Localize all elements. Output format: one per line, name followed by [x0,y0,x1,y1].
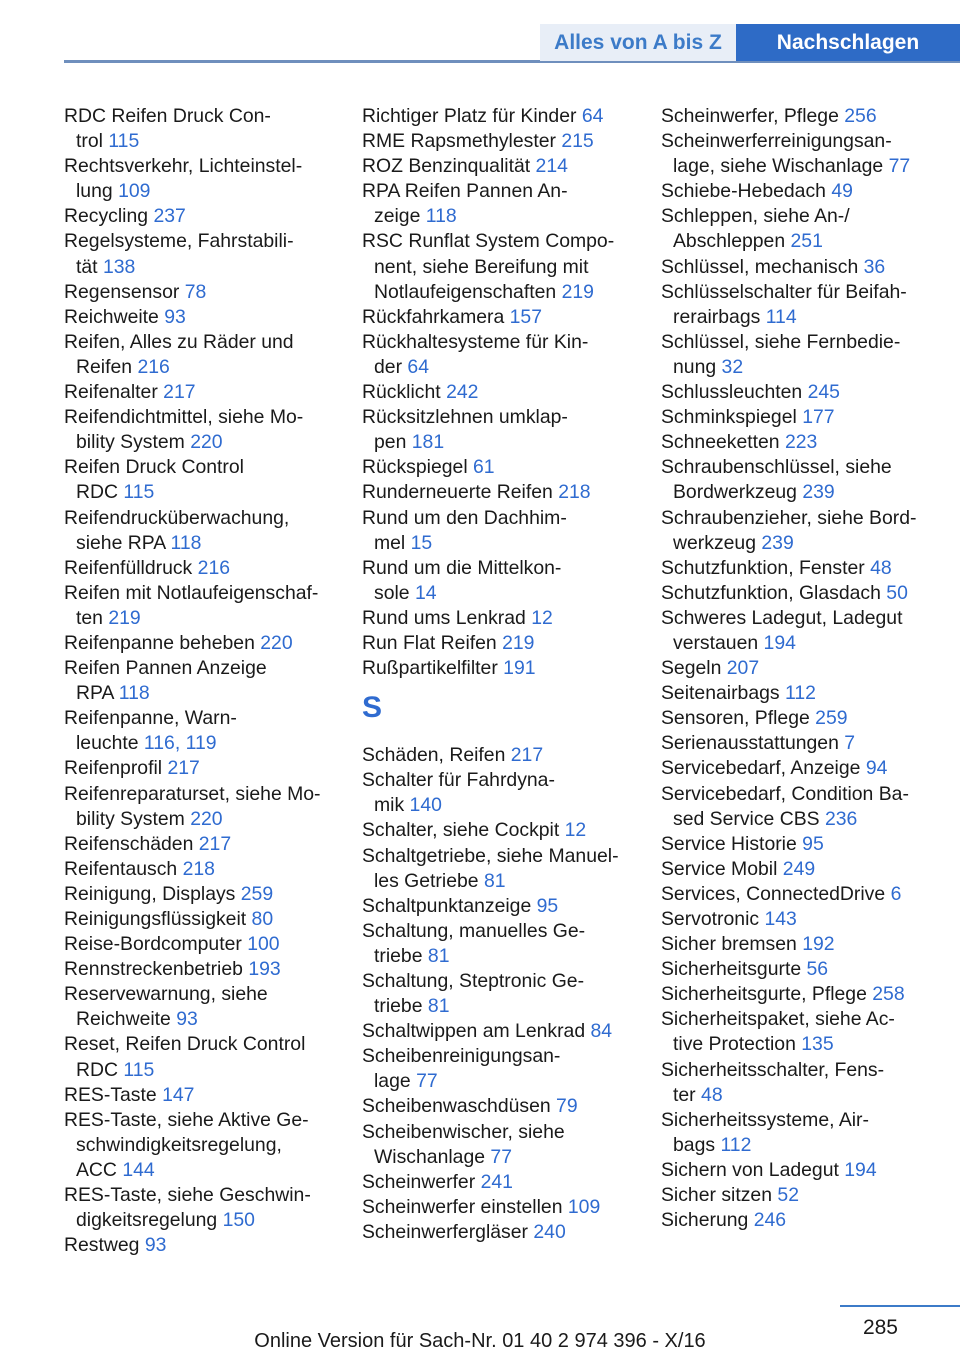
index-entry [661,982,951,1007]
entry-term: Schlüssel, mechanisch [661,255,864,278]
page-link[interactable]: 79 [556,1095,578,1118]
page-link[interactable]: 215 [561,130,594,153]
index-entry [362,631,648,656]
page-link[interactable]: 217 [163,381,196,404]
page-link[interactable]: 220 [260,631,293,654]
entry-term: Scheinwerfer einstellen [362,1195,568,1218]
page-link[interactable]: 216 [137,355,170,378]
page-link[interactable]: 239 [802,481,835,504]
index-entry [64,631,350,656]
index-entry [64,932,350,957]
entry-term: Schleppen, siehe An-/ Abschleppen [661,205,850,253]
entry-term: Schraubenzieher, siehe Bord- werkzeug [661,506,917,554]
index-entry [661,179,951,204]
page-link[interactable]: 219 [502,631,535,654]
page-link[interactable]: 218 [182,857,215,880]
index-entry [64,154,350,204]
page-link[interactable]: 237 [153,205,186,228]
entry-term: Reifen Druck Control RDC [64,456,244,504]
index-column-1 [64,104,350,1258]
entry-term: Richtiger Platz für Kinder [362,105,582,127]
entry-term: Schweres Ladegut, Ladegut verstauen [661,606,903,654]
entry-term: Reifenprofil [64,757,168,780]
index-entry [362,844,648,894]
page-link[interactable]: 36 [863,255,886,278]
index-entry [64,280,350,305]
page-link[interactable]: 32 [721,355,744,378]
index-entry [362,656,648,681]
page-link[interactable]: 115 [108,130,140,153]
page-link[interactable]: 77 [888,155,911,178]
entry-term: Reifenfülldruck [64,556,198,579]
page-link[interactable]: 193 [248,958,281,981]
index-entry [362,405,648,455]
index-entry [64,982,350,1032]
entry-term: Segeln [661,657,727,680]
page-link[interactable]: 218 [558,481,591,504]
index-entry [64,1032,350,1082]
index-entry [661,1007,951,1057]
index-entry [661,932,951,957]
entry-term: Schlüsselschalter für Beifah- rerairbags [661,280,907,328]
entry-term: Scheinwerferreinigungsan- lage, siehe Wischanlage [661,130,892,178]
page-link[interactable]: 77 [416,1070,438,1093]
index-entry [362,919,648,969]
entry-term: Rückhaltesysteme für Kin- der [362,330,589,378]
page-link[interactable]: 220 [190,807,223,830]
entry-term: Sicherheitsschalter, Fens- ter [661,1058,885,1106]
page-link[interactable]: 95 [536,894,559,917]
section-tab[interactable]: Alles von A bis Z [540,24,736,61]
index-entry [362,104,648,129]
page-link[interactable]: 223 [784,431,818,454]
page-link[interactable]: 245 [807,381,840,404]
footer-text: Online Version für Sach-Nr. 01 40 2 974 396 - X/16 [254,1330,706,1352]
index-entry [661,204,951,254]
index-entry [661,731,951,756]
index-entry [362,743,648,768]
page-link[interactable]: 140 [409,794,442,817]
index-entry [661,380,951,405]
entry-term: RES-Taste, siehe Aktive Ge- schwindigkeitsregelung, ACC [64,1108,309,1181]
page-link[interactable]: 112 [784,682,816,705]
entry-term: Schminkspiegel [661,406,803,429]
index-entry [362,969,648,1019]
entry-term: Reifentausch [64,857,183,880]
entry-term: Schutzfunktion, Fenster [661,556,871,579]
page-link[interactable]: 150 [222,1209,255,1232]
page-link[interactable]: 78 [184,280,207,303]
index-entry [64,907,350,932]
entry-term: Schaltung, Steptronic Ge- triebe [362,970,585,1018]
page-link[interactable]: 239 [761,531,794,554]
index-entry [362,455,648,480]
entry-term: Schaltwippen am Lenkrad [362,1020,591,1043]
index-entry [661,455,951,505]
page-link[interactable]: 207 [726,657,760,680]
entry-term: Reservewarnung, siehe Reichweite [64,983,268,1031]
entry-term: Reifendrucküberwachung, siehe RPA [64,506,290,554]
page-link[interactable]: 157 [509,305,542,328]
page-link[interactable]: 116, 119 [143,732,217,755]
index-entry [64,756,350,781]
entry-term: Servicebedarf, Anzeige [661,757,866,780]
entry-term: Sicherheitsgurte, Pflege [661,983,873,1006]
page-link[interactable]: 81 [427,944,450,967]
page-link[interactable]: 138 [102,255,136,278]
entry-term: Service Mobil [661,857,783,880]
page-link[interactable]: 217 [167,757,200,780]
page-link[interactable]: 240 [533,1220,566,1243]
page-link[interactable]: 214 [535,155,568,178]
index-entry [661,756,951,781]
index-entry [64,1083,350,1108]
entry-term: Rechtsverkehr, Lichteinstel- lung [64,155,303,203]
page-link[interactable]: 118 [425,205,457,228]
entry-term: Run Flat Reifen [362,631,503,654]
page-link[interactable]: 144 [122,1158,155,1181]
entry-term: Reinigungsflüssigkeit [64,908,252,930]
page-link[interactable]: 115 [123,1058,155,1081]
index-entry [661,1158,951,1183]
page-link[interactable]: 143 [764,908,797,930]
page-link[interactable]: 48 [870,556,892,579]
letter-heading-s: S [362,691,383,725]
page-link[interactable]: 216 [197,556,231,579]
page-link[interactable]: 80 [251,908,274,930]
entry-term: Schraubenschlüssel, siehe Bordwerkzeug [661,456,892,504]
page-link[interactable]: 220 [190,431,223,454]
page-link[interactable]: 118 [118,682,150,705]
page-link[interactable]: 93 [176,1008,198,1031]
page-link[interactable]: 259 [240,882,274,905]
index-entry [362,606,648,631]
index-entry [362,380,648,405]
page-link[interactable]: 259 [815,707,848,730]
page-link[interactable]: 52 [777,1184,799,1207]
entry-term: Schlussleuchten [661,381,808,404]
page-link[interactable]: 64 [581,105,604,127]
page-link[interactable]: 219 [108,606,141,629]
page-link[interactable]: 93 [164,305,186,328]
index-entry [362,556,648,606]
entry-term: RES-Taste [64,1083,163,1106]
entry-term: Recycling [64,205,154,228]
index-entry [661,556,951,581]
page-link[interactable]: 194 [844,1158,877,1181]
entry-term: Reise-Bordcomputer [64,933,248,956]
entry-term: Scheinwerfer, Pflege [661,105,845,127]
entry-term: Sicherheitsgurte [661,958,807,981]
page-link[interactable]: 14 [414,581,437,604]
entry-term: Reset, Reifen Druck Control RDC [64,1033,306,1081]
entry-term: RPA Reifen Pannen An- zeige [362,180,568,228]
page-link[interactable]: 217 [198,832,232,855]
index-entry [362,1220,648,1245]
page-link[interactable]: 48 [701,1083,723,1106]
entry-term: Servotronic [661,908,765,930]
entry-term: Rennstreckenbetrieb [64,958,249,981]
entry-term: Schalter, siehe Cockpit [362,819,565,842]
index-entry [661,957,951,982]
page-link[interactable]: 256 [844,105,877,127]
index-entry [64,656,350,706]
entry-term: Reifenpanne beheben [64,631,261,654]
entry-term: Rückfahrkamera [362,305,510,328]
index-entry [362,818,648,843]
entry-term: Reifenreparaturset, siehe Mo- bility System [64,782,321,830]
index-column-2 [362,104,648,1245]
index-entry [661,832,951,857]
page-link[interactable]: 135 [801,1033,834,1056]
page-link[interactable]: 251 [790,230,823,253]
index-entry [362,229,648,304]
entry-term: Runderneuerte Reifen [362,481,559,504]
index-entry [661,1208,951,1233]
index-entry [64,380,350,405]
page-link[interactable]: 95 [802,832,824,855]
index-entry [64,305,350,330]
index-entry [661,681,951,706]
page-link[interactable]: 191 [503,657,536,680]
entry-term: Schaltung, manuelles Ge- triebe [362,919,586,967]
page-link[interactable]: 242 [446,381,479,404]
page-link[interactable]: 118 [170,531,202,554]
entry-term: Regelsysteme, Fahrstabili- tät [64,230,294,278]
entry-term: Schlüssel, siehe Fernbedie- nung [661,330,901,378]
page-link[interactable]: 112 [720,1133,752,1156]
index-entry [362,1120,648,1170]
page-link[interactable]: 249 [782,857,816,880]
index-entry [64,1108,350,1183]
index-entry [64,957,350,982]
entry-term: Rückspiegel [362,456,474,479]
page-link[interactable]: 81 [483,869,506,892]
index-entry [64,832,350,857]
page-number-rule [840,1305,960,1307]
entry-term: Reifenpanne, Warn- leuchte [64,707,237,755]
entry-term: Rücksitzlehnen umklap- pen [362,406,568,454]
index-entry [64,104,350,154]
page-link[interactable]: 192 [802,933,835,956]
index-entry [661,907,951,932]
index-entry [64,882,350,907]
index-entry [362,179,648,229]
index-entry [661,430,951,455]
page-link[interactable]: 81 [427,995,450,1018]
page-link[interactable]: 100 [247,933,280,956]
index-entry [362,768,648,818]
entry-term: Restweg [64,1234,145,1257]
index-entry [362,1170,648,1195]
page-link[interactable]: 177 [802,406,835,429]
index-entry [661,129,951,179]
index-entry [661,1183,951,1208]
entry-term: Sicherung [661,1209,754,1232]
index-entry [64,204,350,229]
index-column-3 [661,104,951,1233]
page-link[interactable]: 258 [872,983,905,1006]
index-entry [64,706,350,756]
page-link[interactable]: 49 [831,180,853,203]
entry-term: Schaltgetriebe, siehe Manuel- les Getriebe [362,844,619,892]
entry-term: RDC Reifen Druck Con- trol [64,105,271,153]
entry-term: Schneeketten [661,431,785,454]
index-entry [661,857,951,882]
page-link[interactable]: 217 [510,744,544,767]
entry-term: Reifendichtmittel, siehe Mo- bility System [64,406,304,454]
page-link[interactable]: 7 [844,732,856,755]
index-entry [661,706,951,731]
entry-term: Reifen mit Notlaufeigenschaf- ten [64,581,319,629]
entry-term: Reifen, Alles zu Räder und Reifen [64,330,294,378]
index-entry [661,255,951,280]
index-entry [661,882,951,907]
entry-term: Service Historie [661,832,803,855]
page-link[interactable]: 115 [123,481,155,504]
page-number: 285 [862,1316,898,1339]
page-link[interactable]: 77 [490,1145,512,1168]
index-entry [661,581,951,606]
index-entry [362,1094,648,1119]
index-entry [64,581,350,631]
entry-term: Reichweite [64,305,165,328]
entry-term: Rund um den Dachhim- mel [362,506,567,554]
index-entry [661,280,951,330]
index-entry [661,656,951,681]
index-entry [661,506,951,556]
entry-term: Seitenairbags [661,682,785,705]
entry-term: Schäden, Reifen [362,744,511,767]
entry-term: RES-Taste, siehe Geschwin- digkeitsregelung [64,1184,311,1232]
index-entry [362,1044,648,1094]
index-entry [64,455,350,505]
page-link[interactable]: 93 [144,1234,167,1257]
page-link[interactable]: 241 [480,1170,513,1193]
entry-term: Rund ums Lenkrad [362,606,532,629]
index-entry [362,330,648,380]
entry-term: Sensoren, Pflege [661,707,816,730]
entry-term: Scheibenwaschdüsen [362,1095,557,1118]
entry-term: RME Rapsmethylester [362,130,562,153]
page-link[interactable]: 181 [411,431,445,454]
entry-term: Serienausstattungen [661,732,845,755]
index-entry [661,104,951,129]
entry-term: Sicher bremsen [661,933,803,956]
index-entry [64,506,350,556]
entry-term: Scheibenreinigungsan- lage [362,1045,561,1093]
page-link[interactable]: 61 [473,456,495,479]
entry-term: RSC Runflat System Compo- nent, siehe Bereifung mit Notlaufeigenschaften [362,230,615,303]
index-entry [64,857,350,882]
index-entry [661,405,951,430]
chapter-tab[interactable]: Nachschlagen [736,24,960,61]
entry-term: Regensensor [64,280,185,303]
entry-term: Reinigung, Displays [64,882,241,905]
entry-term: Schutzfunktion, Glasdach [661,581,887,604]
entry-term: Rund um die Mittelkon- sole [362,556,562,604]
entry-term: Rußpartikelfilter [362,657,504,680]
index-entry [64,1183,350,1233]
page-link[interactable]: 12 [531,606,553,629]
page-link[interactable]: 64 [407,355,429,378]
entry-term: Scheinwerfer [362,1170,481,1193]
page-link[interactable]: 15 [410,531,433,554]
page-link[interactable]: 147 [162,1083,195,1106]
index-entry [661,1108,951,1158]
index-entry [362,480,648,505]
index-entry [362,1195,648,1220]
entry-term: Scheibenwischer, siehe Wischanlage [362,1120,565,1168]
index-entry [64,782,350,832]
page-link[interactable]: 94 [865,757,888,780]
page-link[interactable]: 109 [118,180,151,203]
entry-term: Reifenalter [64,381,164,404]
page-link[interactable]: 12 [564,819,587,842]
index-entry [661,330,951,380]
page-link[interactable]: 50 [886,581,908,604]
page-link[interactable]: 114 [765,305,797,328]
page-link[interactable]: 56 [806,958,829,981]
page-link[interactable]: 246 [753,1209,787,1232]
entry-term: Sicher sitzen [661,1184,778,1207]
index-entry [64,556,350,581]
index-entry [661,782,951,832]
entry-term: Sicherheitssysteme, Air- bags [661,1108,869,1156]
index-entry [64,229,350,279]
entry-term: Schaltpunktanzeige [362,894,537,917]
index-entry [661,606,951,656]
page-link[interactable]: 84 [590,1020,613,1043]
index-entry [362,129,648,154]
page-link[interactable]: 219 [561,280,594,303]
entry-term: Scheinwerfergläser [362,1220,534,1243]
index-entry [362,1019,648,1044]
index-entry [362,305,648,330]
entry-term: ROZ Benzinqualität [362,155,536,178]
index-entry [64,330,350,380]
entry-term: Schiebe-Hebedach [661,180,832,203]
entry-term: Services, ConnectedDrive [661,882,891,905]
page-link[interactable]: 236 [824,807,858,830]
page-link[interactable]: 109 [567,1195,601,1218]
page-link[interactable]: 194 [763,631,796,654]
index-entry [362,506,648,556]
index-entry [362,894,648,919]
entry-term: Servicebedarf, Condition Ba- sed Service CBS [661,782,909,830]
index-entry [362,154,648,179]
entry-term: Reifen Pannen Anzeige RPA [64,657,267,705]
entry-term: Reifenschäden [64,832,199,855]
entry-term: Sicherheitspaket, siehe Ac- tive Protection [661,1008,895,1056]
entry-term: Rücklicht [362,381,447,404]
entry-term: Schalter für Fahrdyna- mik [362,769,555,817]
index-entry [64,405,350,455]
index-entry [64,1233,350,1258]
page-link[interactable]: 6 [890,882,902,905]
entry-term: Sichern von Ladegut [661,1158,845,1181]
index-entry [661,1058,951,1108]
